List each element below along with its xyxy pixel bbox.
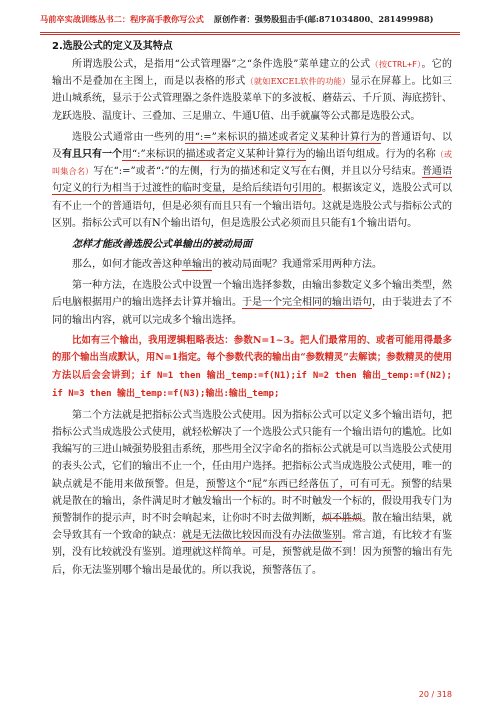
- shortcut-note: （按CTRL+F）: [370, 59, 422, 69]
- set-name-note: （或叫集合名）: [52, 149, 452, 177]
- paragraph-question: 那么，如何才能改善这种单输出的被动局面呢？我通常采用两种方法。: [72, 259, 382, 271]
- subsection-title: 怎样才能改善选股公式单输出的被动局面: [72, 239, 252, 251]
- document-body: [52, 38, 452, 688]
- emphasis-only-one: 有且只有一个: [62, 149, 123, 161]
- author-info: 原创作者：强势股狙击手(邮:871034800、281499988): [213, 14, 434, 24]
- example-code: if N=1 then 输出_temp:=f(N1);if N=2 then 输出_temp:=f(N2); if N=3 then 输出_temp:=f(N3);输出:输出_temp;: [52, 370, 452, 400]
- page-number: 20 / 318: [418, 690, 452, 699]
- paragraph-structure: 选股公式通常由一些列的用“:=”来标识的描述或者定义某种计算行为的普通语句、以及有且只有一个用“:”来标识的描述或者定义某种计算行为的输出语句组成。行为的名称（或叫集合名）写在“:=”或者“:”的左侧，行为的描述和定义写在右侧，并且以分号结束。普通语句定义的行为相当于过渡性的临时变量，是给后续语句引用的。根据该定义，选股公式可以有不止一个的普通语句，但是必须有而且只有一个输出语句。这就是选股公式与指标公式的区别。指标公式可以有N个输出语句，但是选股公式必须而且只能有1个输出语句。: [52, 131, 452, 229]
- paragraph-method-two: 第二个方法就是把指标公式当选股公式使用。因为指标公式可以定义多个输出语句，把指标公式当成选股公式使用，就轻松解决了一个选股公式只能有一个输出语句的尴尬。比如我编写的三进山城强势股狙击系统，那些用全汉字命名的指标公式就是可以当选股公式使用的表头公式，它们的输出不止一个，任由用户选择。把指标公式当成选股公式使用，唯一的缺点就是不能用来做预警。但是，预警这个“屁”东西已经落伍了，可有可无。预警的结果就是散在的输出，条件满足时才触发输出一个标的。时不时触发一个标的，假设用我专门为预警制作的提示声，时不时会响起来，让你时不时去做判断，烦不胜烦。散在输出结果，就会导致其有一个致命的缺点：就是无法做比较因而没有办法做鉴别。常言道，有比较才有鉴别，没有比较就没有鉴别。道理就这样简单。可是，预警就是做不到！因为预警的输出有先后，你无法鉴别哪个输出是最优的。所以我说，预警落伍了。: [52, 409, 452, 576]
- paragraph-method-one: 第一种方法，在选股公式中设置一个输出选择参数，由输出参数定义多个输出类型，然后电脑根据用户的输出选择去计算并输出。于是一个完全相同的输出语句，由于装进去了不同的输出内容，就可以完成多个输出选择。: [52, 280, 452, 326]
- underline-single-output: 单输出: [182, 259, 212, 271]
- page-header: [40, 10, 460, 32]
- underline-temp-variable: 普通语句定义的行为相当于过渡性的临时变量，是给后续语句引用的: [52, 166, 452, 195]
- underline-no-comparison: 就是无法做比较因而没有办法做鉴别: [182, 530, 342, 542]
- excel-note: （就如EXCEL软件的功能）: [245, 76, 351, 87]
- series-title: 马前卒实战训练丛书二：程序高手教你写公式: [40, 14, 204, 24]
- paragraph-definition: 所谓选股公式，是指用“公式管理器”之“条件选股”菜单建立的公式（按CTRL+F）。它的输出不是叠加在主图上，而是以表格的形式（就如EXCEL软件的功能）显示在屏幕上。比如三进山城系统，显示于公式管理器之条件选股菜单下的多波板、蘑菇云、千斤顶、海底捞针、龙跃选股、温度计、三叠加、三足鼎立、牛通U值、出手就赢等公式都是选股公式。: [52, 59, 452, 122]
- example-logic-block: 比如有三个输出，我用逻辑粗略表达：参数N=1~3。把人们最常用的、或者可能用得最多的那个输出当成默认，用N=1指定。每个参数代表的输出由“参数精灵”去解读；参数精灵的使用方法以后会会讲到；if N=1 then 输出_temp:=f(N1);if N=2 then 输出_temp:=f(N2); if N=3 then 输出_temp:=f(N3);输出:输出_temp;: [52, 334, 452, 400]
- underline-alert-outdated: 预警这个“屁”东西已经落伍了，可有可无: [205, 478, 391, 490]
- header-divider: [40, 32, 460, 35]
- underline-normal-statement: 用“:=”来标识的描述或者定义某种计算行为: [184, 131, 381, 143]
- struck-annoying: 烦不胜烦: [322, 513, 362, 525]
- underline-output-statement: 用“:”来标识的描述或者定义某种计算行为: [122, 149, 306, 161]
- underline-same-output: 于是一个完全相同的输出语句: [242, 297, 372, 309]
- section-title: 2.选股公式的定义及其特点: [52, 41, 173, 52]
